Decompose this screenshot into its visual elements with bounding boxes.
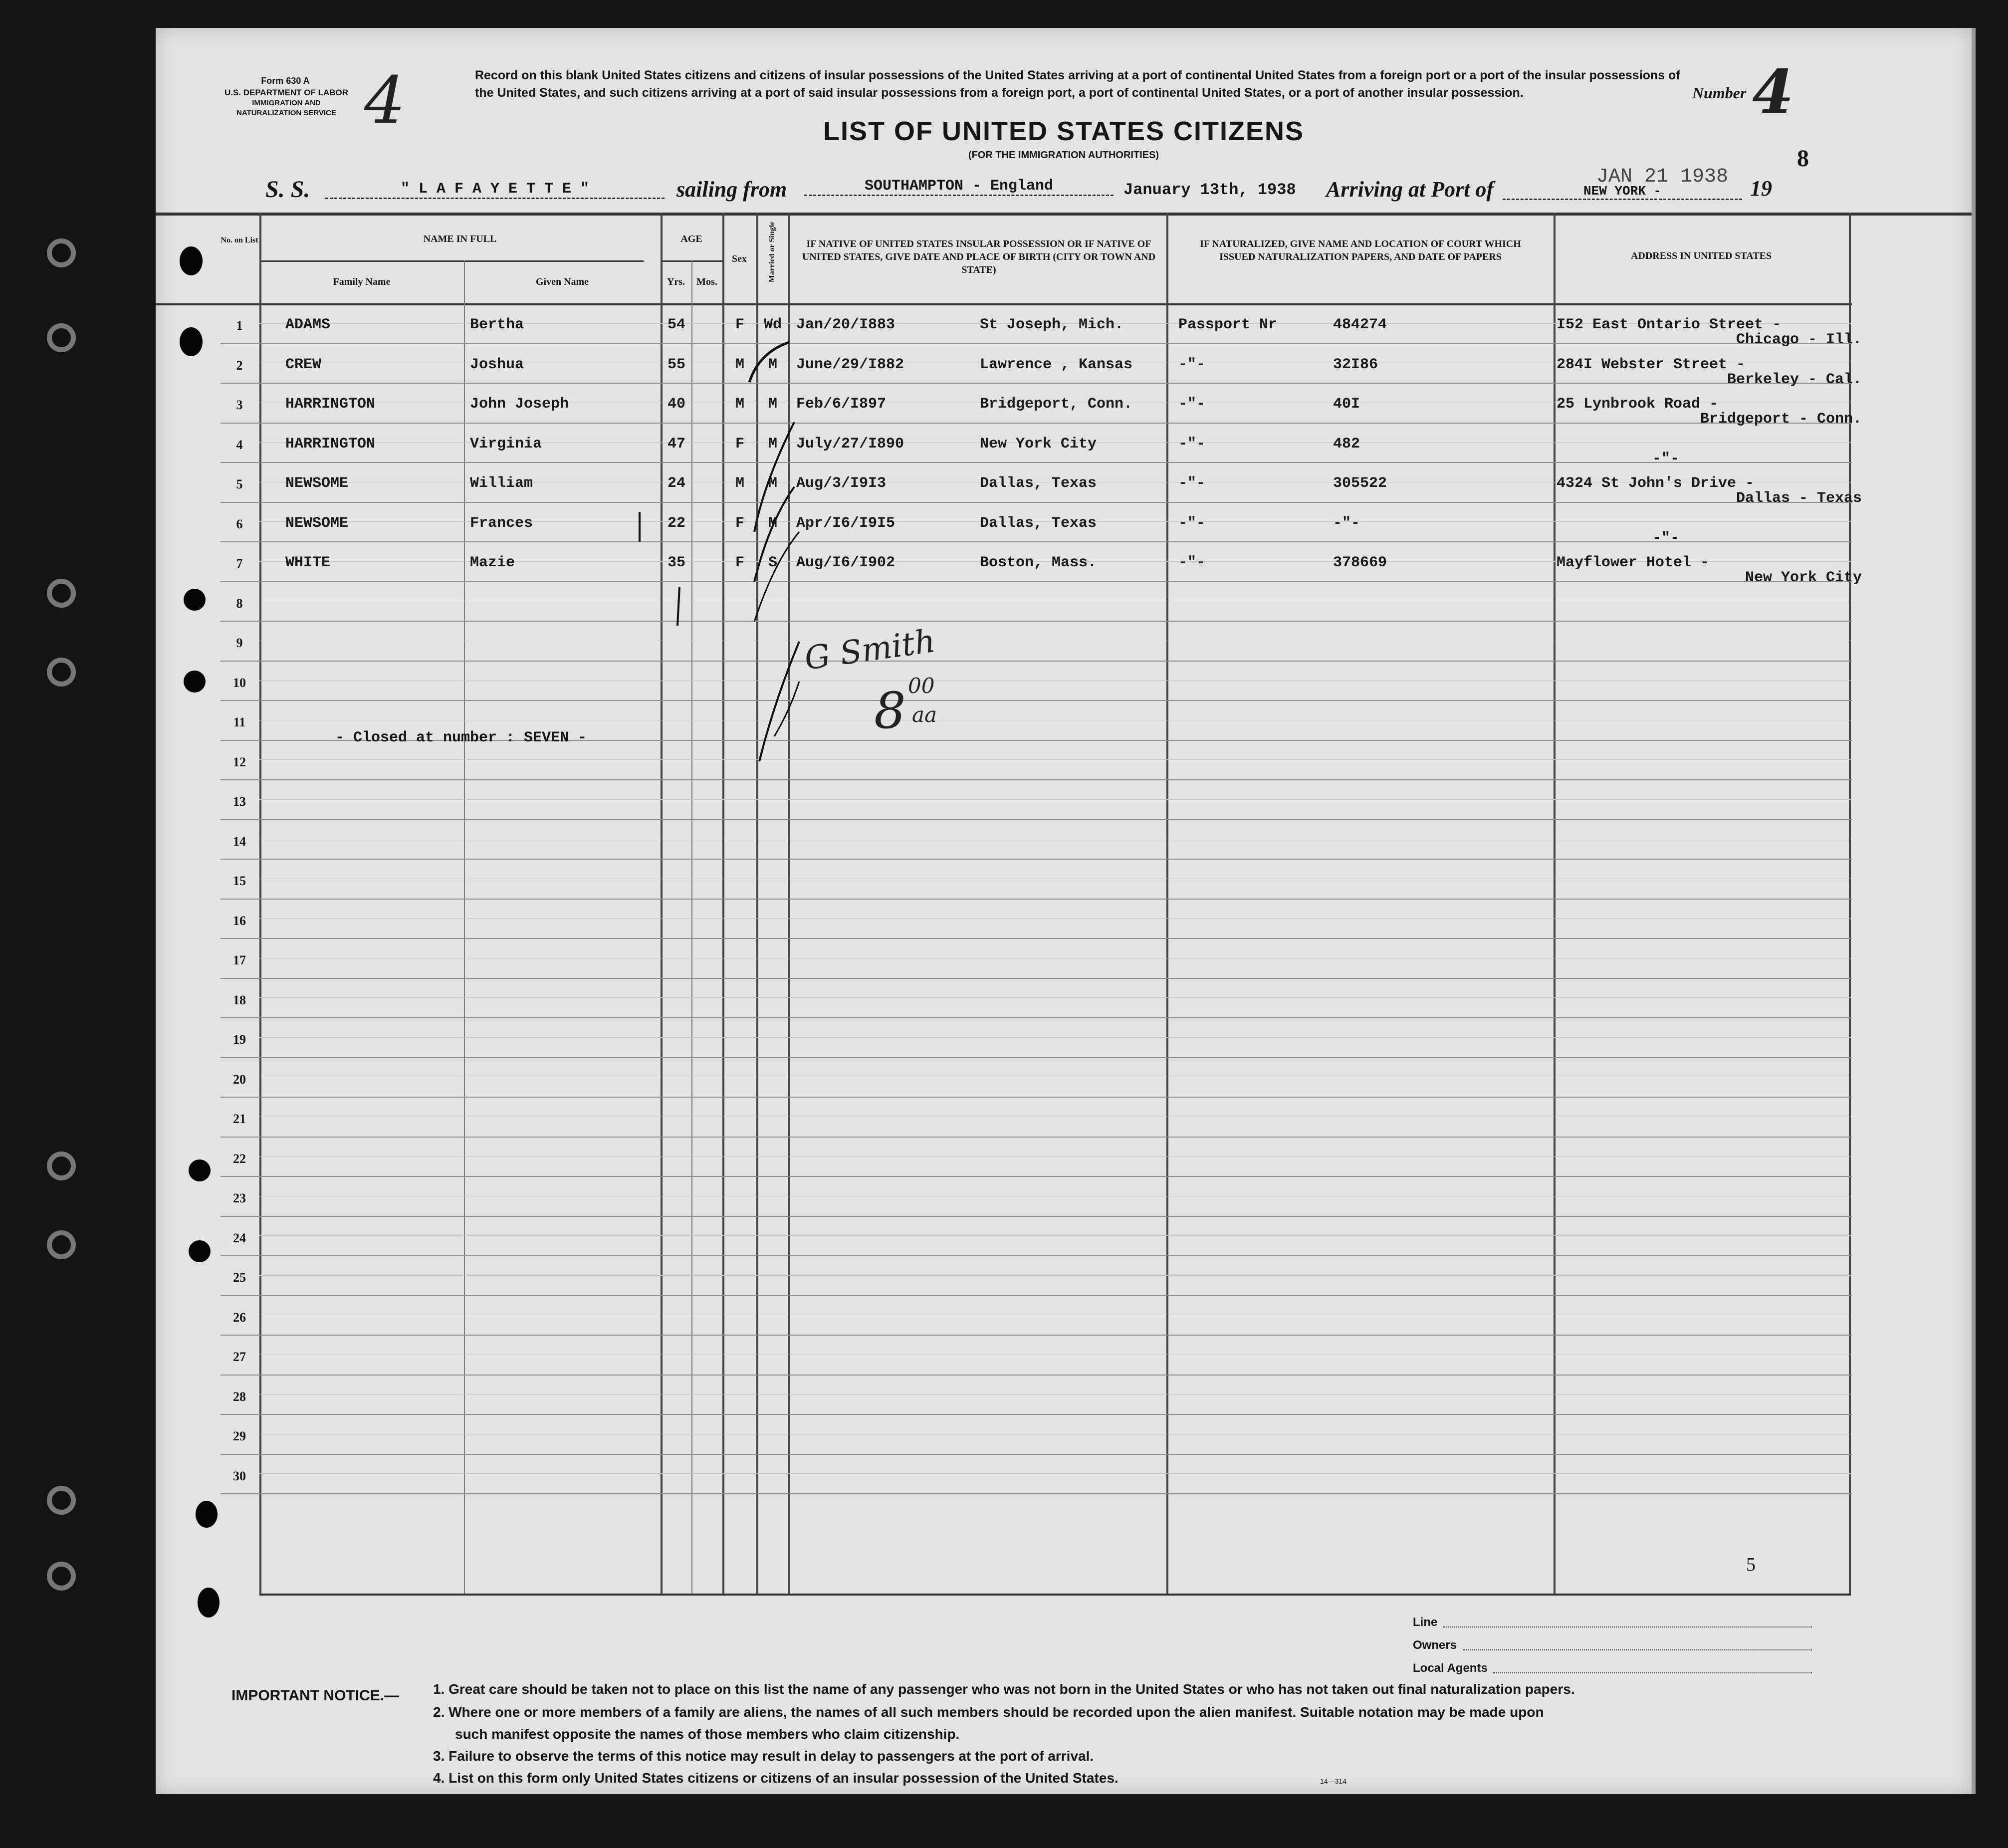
col-divider (259, 213, 261, 1595)
cell-nat-b: 40I (1333, 396, 1360, 413)
row-number: 16 (233, 913, 246, 928)
cell-given: Joshua (470, 356, 524, 373)
row-rule (221, 462, 1852, 463)
cell-yrs: 35 (667, 554, 685, 571)
row-rule (221, 1414, 1852, 1415)
row-subrule (259, 759, 1851, 760)
cell-marital: Wd (763, 316, 782, 333)
row-rule (221, 1176, 1852, 1177)
number-value: 4 (1752, 57, 1794, 127)
cell-birth-place: Boston, Mass. (980, 554, 1097, 571)
cell-yrs: 40 (667, 396, 685, 413)
row-rule (221, 1295, 1852, 1296)
col-divider (661, 213, 663, 1595)
binder-hole (47, 1230, 76, 1259)
cell-birth-place: Bridgeport, Conn. (980, 396, 1133, 413)
cell-addr1: 4324 St John's Drive - (1557, 475, 1755, 492)
row-number: 13 (233, 794, 246, 809)
manifest-page (156, 28, 1976, 1794)
row-subrule (259, 1235, 1851, 1236)
notice-2-cont: such manifest opposite the names of those members who claim citizenship. (455, 1726, 960, 1742)
cell-birth-date: Apr/I6/I9I5 (796, 514, 895, 532)
row-number: 8 (236, 596, 243, 611)
row-number: 22 (233, 1151, 246, 1166)
cell-birth-date: June/29/I882 (796, 356, 904, 373)
cell-birth-date: Aug/I6/I902 (796, 554, 895, 571)
arrival-port: NEW YORK - (1503, 184, 1742, 200)
instructions: Record on this blank United States citizens and citizens of insular possessions of the United States arriving at a port of continental United States from a foreign port or a port of the insular possessions of the United States, and such citizens arriving at a port of said insular possessions from a foreign port, a port of continental United States, or a port of another insular possession. (475, 68, 1680, 100)
notice-4: 4. List on this form only United States citizens or citizens of an insular possession of the United States. (433, 1770, 1118, 1786)
cell-given: Bertha (470, 316, 524, 333)
row-rule (221, 1057, 1852, 1058)
cell-nat-a: Passport Nr (1178, 316, 1278, 333)
row-rule (221, 1216, 1852, 1217)
row-subrule (259, 1473, 1851, 1474)
cell-sex: F (735, 514, 744, 532)
cell-sex: M (735, 396, 744, 413)
cell-birth-place: St Joseph, Mich. (980, 316, 1124, 333)
row-rule (221, 661, 1852, 662)
row-rule (221, 581, 1852, 582)
cell-sex: M (735, 356, 744, 373)
table-bottom-border (259, 1594, 1851, 1596)
binder-hole (47, 1152, 76, 1180)
cell-nat-a: -"- (1178, 554, 1206, 571)
row-number: 20 (233, 1072, 246, 1087)
binder-hole (47, 1562, 76, 1591)
row-number: 2 (236, 358, 243, 373)
initials-superscript: 00 (908, 674, 935, 698)
cell-family: WHITE (285, 554, 331, 571)
row-rule (221, 383, 1852, 384)
row-rule (221, 343, 1852, 344)
row-number: 5 (236, 477, 243, 491)
cell-given: Virginia (470, 435, 542, 453)
header-address: ADDRESS IN UNITED STATES (1630, 250, 1772, 261)
agents-label: Local Agents (1413, 1661, 1488, 1675)
row-number: 14 (233, 834, 246, 849)
departure-date: January 13th, 1938 (1123, 181, 1296, 199)
row-rule (221, 899, 1852, 900)
row-number: 19 (233, 1032, 246, 1047)
page-title: LIST OF UNITED STATES CITIZENS (823, 116, 1304, 146)
cell-nat-b: -"- (1333, 514, 1360, 532)
department: U.S. DEPARTMENT OF LABOR (224, 88, 349, 97)
row-number: 18 (233, 992, 246, 1007)
row-number: 26 (233, 1310, 246, 1325)
date-stamp: JAN 21 1938 (1596, 166, 1729, 188)
row-number: 9 (236, 636, 243, 650)
row-rule (221, 779, 1852, 780)
cell-birth-date: July/27/I890 (796, 435, 904, 453)
check-marks (719, 322, 829, 811)
row-subrule (259, 680, 1851, 681)
row-rule (221, 1454, 1852, 1455)
row-number: 1 (236, 318, 243, 333)
service-line-1: IMMIGRATION AND (252, 99, 321, 107)
row-rule (221, 978, 1852, 979)
cell-addr1: -"- (1652, 529, 1680, 547)
row-rule (221, 541, 1852, 542)
cell-yrs: 24 (667, 475, 685, 492)
cell-family: HARRINGTON (285, 435, 376, 453)
cell-birth-place: Dallas, Texas (980, 514, 1097, 532)
form-id: Form 630 A (261, 76, 310, 86)
row-number: 23 (233, 1191, 246, 1205)
header-given-name: Given Name (535, 276, 589, 287)
row-subrule (259, 1275, 1851, 1276)
row-rule (221, 938, 1852, 939)
cell-marital: M (768, 514, 777, 532)
row-number: 27 (233, 1350, 246, 1364)
page-number: 5 (1746, 1554, 1756, 1575)
cell-nat-b: 378669 (1333, 554, 1387, 571)
header-married: Married or Single (768, 221, 776, 283)
passenger-table (156, 213, 1972, 1624)
cell-given: Mazie (470, 554, 515, 571)
cell-nat-a: -"- (1178, 514, 1206, 532)
cell-birth-date: Jan/20/I883 (796, 316, 895, 333)
cell-given: John Joseph (470, 396, 569, 413)
handwritten-list-number: 4 (364, 62, 406, 138)
row-rule (221, 1375, 1852, 1376)
cell-family: NEWSOME (285, 475, 349, 492)
signature: G Smith (802, 623, 938, 678)
header-sex: Sex (732, 253, 747, 264)
header-age: AGE (680, 233, 702, 244)
row-number: 24 (233, 1230, 246, 1245)
row-number: 6 (236, 516, 243, 531)
ss-label: S. S. (265, 176, 310, 203)
cell-given: William (470, 475, 533, 492)
initials-subscript: aa (912, 702, 937, 727)
cell-addr2: Berkeley - Cal. (1727, 371, 1862, 388)
row-number: 29 (233, 1429, 246, 1443)
cell-birth-place: Lawrence , Kansas (980, 356, 1133, 373)
row-rule (221, 1493, 1852, 1494)
notice-1: 1. Great care should be taken not to place on this list the name of any passenger who was not born in the United States or who has not taken out final naturalization papers. (433, 1681, 1575, 1697)
row-number: 11 (233, 715, 246, 729)
row-number: 25 (233, 1270, 246, 1285)
cell-addr1: I52 East Ontario Street - (1557, 316, 1782, 333)
col-divider (1554, 213, 1556, 1595)
row-rule (221, 700, 1852, 701)
notice-title: IMPORTANT NOTICE.— (231, 1687, 400, 1704)
owners-label: Owners (1413, 1638, 1457, 1652)
cell-birth-place: Dallas, Texas (980, 475, 1097, 492)
cell-birth-date: Aug/3/I9I3 (796, 475, 887, 492)
cell-sex: F (735, 316, 744, 333)
header-family-name: Family Name (333, 276, 391, 287)
row-rule (221, 1335, 1852, 1336)
cell-nat-a: -"- (1178, 475, 1206, 492)
number-label: Number (1692, 84, 1747, 102)
cell-family: NEWSOME (285, 514, 349, 532)
line-field (1443, 1626, 1812, 1627)
cell-addr1: 284I Webster Street - (1557, 356, 1746, 373)
initials-number: 8 (874, 682, 906, 740)
cell-yrs: 22 (667, 514, 685, 532)
row-rule (221, 1255, 1852, 1256)
cell-yrs: 55 (667, 356, 685, 373)
row-subrule (259, 1037, 1851, 1038)
row-rule (221, 819, 1852, 820)
cell-family: ADAMS (285, 316, 331, 333)
arriving-label: Arriving at Port of (1326, 177, 1494, 202)
header-birth: IF NATIVE OF UNITED STATES INSULAR POSSESSION OR IF NATIVE OF UNITED STATES, GIVE DATE AND PLACE OF BIRTH (CITY OR TOWN AND STATE) (802, 238, 1156, 275)
row-number: 15 (233, 874, 246, 888)
binder-hole (47, 579, 76, 608)
cell-family: HARRINGTON (285, 396, 376, 413)
cell-birth-date: Feb/6/I897 (796, 396, 887, 413)
page-subtitle: (FOR THE IMMIGRATION AUTHORITIES) (968, 150, 1159, 161)
cell-family: CREW (285, 356, 322, 373)
row-rule (221, 1097, 1852, 1098)
row-number: 7 (236, 556, 243, 571)
header-mos: Mos. (696, 276, 717, 287)
row-number: 10 (233, 675, 246, 690)
row-number: 28 (233, 1389, 246, 1404)
header-yrs: Yrs. (667, 276, 685, 287)
cell-marital: S (768, 554, 777, 571)
row-rule (221, 621, 1852, 622)
owners-field (1463, 1649, 1812, 1650)
cell-addr2: New York City (1745, 569, 1862, 586)
binder-hole (47, 658, 76, 687)
cell-marital: M (768, 356, 777, 373)
binder-hole (47, 323, 76, 352)
header-name-in-full: NAME IN FULL (423, 233, 497, 244)
year-label: 19 (1750, 176, 1772, 201)
cell-marital: M (768, 396, 777, 413)
cell-birth-place: New York City (980, 435, 1097, 453)
cell-nat-a: -"- (1178, 435, 1206, 453)
cell-nat-a: -"- (1178, 396, 1206, 413)
cell-sex: F (735, 554, 744, 571)
cell-yrs: 54 (667, 316, 685, 333)
row-rule (221, 423, 1852, 424)
cell-nat-b: 482 (1333, 435, 1360, 453)
binder-hole (47, 238, 76, 267)
cell-addr1: -"- (1652, 450, 1680, 467)
cell-addr2: Chicago - Ill. (1736, 331, 1862, 348)
row-number: 3 (236, 398, 243, 412)
sailing-label: sailing from (676, 177, 787, 202)
cell-marital: M (768, 475, 777, 492)
header-bottom-border (156, 303, 1852, 305)
col-divider (1166, 213, 1168, 1595)
ship-name: " L A F A Y E T T E " (325, 181, 665, 199)
row-subrule (259, 997, 1851, 998)
row-subrule (259, 799, 1851, 800)
row-number: 12 (233, 754, 246, 769)
cell-sex: M (735, 475, 744, 492)
name-subheader-line (259, 260, 644, 262)
cell-nat-b: 305522 (1333, 475, 1387, 492)
cell-addr2: Bridgeport - Conn. (1700, 411, 1862, 428)
row-subrule (259, 918, 1851, 919)
cell-addr1: Mayflower Hotel - (1557, 554, 1710, 571)
header-no: No. on List (221, 236, 258, 244)
cell-yrs: 47 (667, 435, 685, 453)
cell-nat-b: 484274 (1333, 316, 1387, 333)
cell-marital: M (768, 435, 777, 453)
cell-nat-a: -"- (1178, 356, 1206, 373)
closed-note: - Closed at number : SEVEN - (335, 729, 587, 746)
binder-hole (47, 1486, 76, 1515)
service-line-2: NATURALIZATION SERVICE (236, 109, 336, 117)
row-number: 21 (233, 1112, 246, 1126)
agents-field (1493, 1672, 1812, 1673)
tally-marks (620, 512, 689, 642)
notice-2: 2. Where one or more members of a family are aliens, the names of all such members should be recorded upon the alien manifest. Suitable notation may be made upon (433, 1704, 1544, 1720)
table-top-border (156, 213, 1972, 216)
header-naturalized: IF NATURALIZED, GIVE NAME AND LOCATION OF COURT WHICH ISSUED NATURALIZATION PAPERS, AND DATE OF PAPERS (1200, 238, 1521, 262)
row-number: 30 (233, 1468, 246, 1483)
row-rule (221, 859, 1852, 860)
row-number: 17 (233, 953, 246, 967)
row-rule (221, 1137, 1852, 1138)
departure-port: SOUTHAMPTON - England (804, 178, 1114, 196)
row-rule (221, 1017, 1852, 1018)
print-code: 14—314 (1320, 1777, 1346, 1785)
row-number: 4 (236, 437, 243, 452)
notice-3: 3. Failure to observe the terms of this notice may result in delay to passengers at the port of arrival. (433, 1748, 1094, 1764)
cell-sex: F (735, 435, 744, 453)
cell-addr2: Dallas - Texas (1736, 490, 1862, 507)
row-rule (221, 502, 1852, 503)
corner-number: 8 (1797, 145, 1809, 172)
cell-nat-b: 32I86 (1333, 356, 1378, 373)
cell-addr1: 25 Lynbrook Road - (1557, 396, 1719, 413)
cell-given: Frances (470, 514, 533, 532)
line-label: Line (1413, 1616, 1438, 1629)
